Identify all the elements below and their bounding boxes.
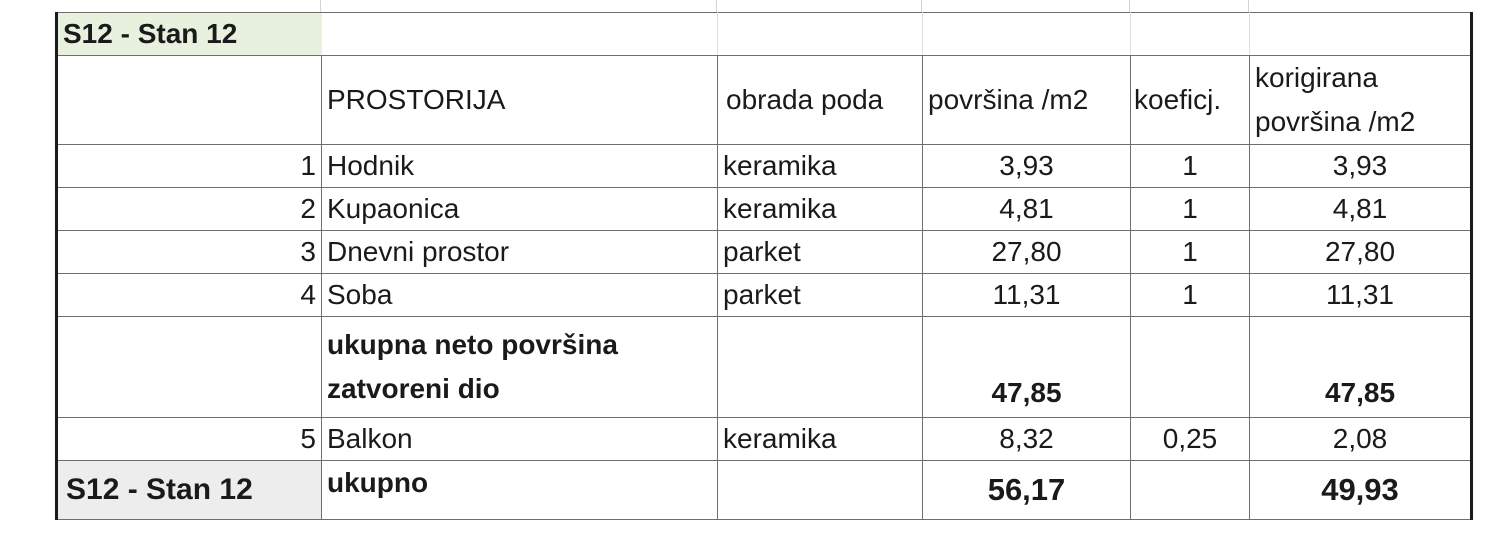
room-name[interactable]: Balkon	[322, 418, 718, 461]
room-area[interactable]: 8,32	[923, 418, 1131, 461]
header-korig-line2: površina /m2	[1255, 106, 1416, 137]
net-area-label-line1: ukupna neto površina	[327, 329, 618, 360]
room-corrected-area[interactable]: 27,80	[1250, 231, 1472, 274]
header-row	[57, 56, 1472, 145]
table-row	[57, 188, 1472, 231]
room-area[interactable]: 4,81	[923, 188, 1131, 231]
header-povrsina[interactable]: površina /m2	[923, 56, 1131, 145]
room-corrected-area[interactable]: 11,31	[1250, 274, 1472, 317]
room-number[interactable]: 2	[57, 188, 322, 231]
room-name[interactable]: Kupaonica	[322, 188, 718, 231]
room-coef[interactable]: 0,25	[1131, 418, 1250, 461]
net-area-row	[57, 317, 1472, 418]
net-area-label-line2: zatvoreni dio	[327, 373, 500, 404]
header-prostorija[interactable]: PROSTORIJA	[322, 56, 718, 145]
room-floor[interactable]: keramika	[718, 188, 923, 231]
room-floor[interactable]: keramika	[718, 418, 923, 461]
room-name[interactable]: Soba	[322, 274, 718, 317]
room-name[interactable]: Hodnik	[322, 145, 718, 188]
net-area-value[interactable]: 47,85	[923, 317, 1131, 418]
table-row	[57, 231, 1472, 274]
room-name[interactable]: Dnevni prostor	[322, 231, 718, 274]
header-koeficijent[interactable]: koeficj.	[1131, 56, 1250, 145]
total-apartment-name[interactable]: S12 - Stan 12	[57, 461, 322, 520]
total-label[interactable]: ukupno	[322, 461, 718, 520]
total-corrected-area-value[interactable]: 49,93	[1250, 461, 1472, 520]
room-number[interactable]: 1	[57, 145, 322, 188]
room-area[interactable]: 3,93	[923, 145, 1131, 188]
room-number[interactable]: 4	[57, 274, 322, 317]
net-corrected-area-value[interactable]: 47,85	[1250, 317, 1472, 418]
room-area[interactable]: 27,80	[923, 231, 1131, 274]
room-coef[interactable]: 1	[1131, 231, 1250, 274]
header-korig-line1: korigirana	[1255, 62, 1378, 93]
apartment-title[interactable]: S12 - Stan 12	[57, 13, 322, 56]
room-corrected-area[interactable]: 2,08	[1250, 418, 1472, 461]
net-area-label[interactable]	[322, 317, 718, 418]
room-corrected-area[interactable]: 3,93	[1250, 145, 1472, 188]
header-obrada-poda[interactable]: obrada poda	[718, 56, 923, 145]
room-floor[interactable]: parket	[718, 274, 923, 317]
total-area-value[interactable]: 56,17	[923, 461, 1131, 520]
table-row	[57, 145, 1472, 188]
table-row	[57, 274, 1472, 317]
header-korigirana-povrsina[interactable]	[1250, 56, 1472, 145]
title-row	[57, 13, 1472, 56]
room-coef[interactable]: 1	[1131, 274, 1250, 317]
room-floor[interactable]: keramika	[718, 145, 923, 188]
table-row	[57, 418, 1472, 461]
room-area[interactable]: 11,31	[923, 274, 1131, 317]
total-row	[57, 461, 1472, 520]
room-number[interactable]: 5	[57, 418, 322, 461]
apartment-area-table	[55, 12, 1473, 520]
room-number[interactable]: 3	[57, 231, 322, 274]
room-coef[interactable]: 1	[1131, 145, 1250, 188]
room-floor[interactable]: parket	[718, 231, 923, 274]
room-corrected-area[interactable]: 4,81	[1250, 188, 1472, 231]
room-coef[interactable]: 1	[1131, 188, 1250, 231]
